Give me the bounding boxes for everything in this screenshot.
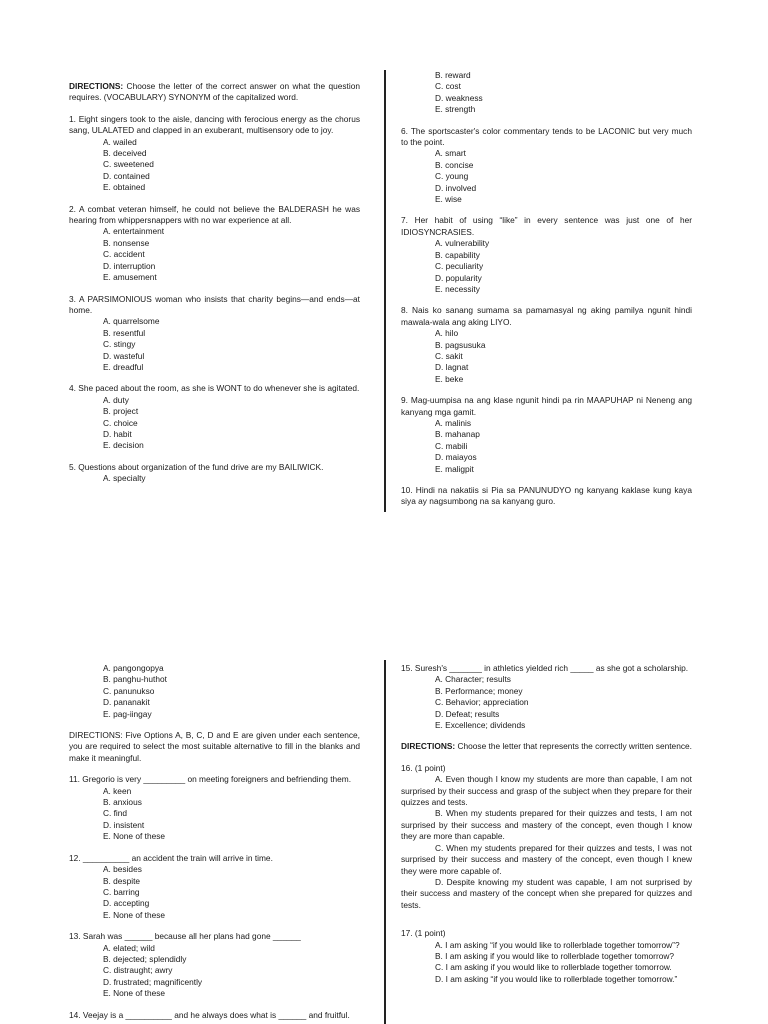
answer-option: D. lagnat	[434, 362, 469, 373]
question	[69, 462, 360, 485]
question-stem: 7. Her habit of using “like” in every sentence was just one of her IDIOSYNCRASIES.	[401, 215, 692, 237]
answer-option: B. resentful	[102, 327, 146, 338]
answer-option: E. None of these	[102, 909, 166, 920]
directions-text: Choose the letter that represents the correctly written sentence.	[455, 741, 692, 752]
directions-label: DIRECTIONS:	[69, 81, 124, 91]
answer-option: D. popularity	[434, 272, 482, 283]
answer-option: E. decision	[102, 440, 144, 451]
answer-option: D. Defeat; results	[434, 708, 500, 719]
answer-option: B. project	[102, 406, 139, 417]
question-list	[69, 114, 360, 485]
answer-option: A. vulnerability	[434, 238, 490, 249]
answer-option: C. accident	[102, 249, 145, 260]
answer-option: D. interruption	[102, 260, 156, 271]
answer-option: A. quarrelsome	[102, 316, 160, 327]
question-stem: 1. Eight singers took to the aisle, dancing with ferocious energy as the chorus sang, ULALATED and clapped in an exuberant, multisensory ode to joy.	[69, 113, 360, 136]
answer-option: C. Behavior; appreciation	[434, 697, 529, 708]
question	[401, 395, 692, 475]
column-divider	[384, 660, 386, 1024]
answer-option: A. Character; results	[434, 674, 511, 685]
question	[69, 114, 360, 194]
answer-option: C. barring	[102, 886, 140, 897]
answer-option: D. wasteful	[102, 350, 145, 361]
question-stem: 8. Nais ko sanang sumama sa pamamasyal ng aking pamilya ngunit hindi mawala-wala ang aking LIYO.	[401, 305, 692, 327]
answer-option: D. involved	[434, 182, 477, 193]
continued-options	[435, 70, 692, 116]
answer-option: A. wailed	[102, 136, 137, 147]
answer-option: E. obtained	[102, 182, 146, 193]
page1-right-column	[401, 70, 692, 512]
directions-label: DIRECTIONS:	[401, 741, 456, 752]
answer-option: D. Despite knowing my student was capable, I am not surprised by their success and mastery of the concept when she prepared for quizzes and tests.	[401, 876, 692, 910]
question-stem: 4. She paced about the room, as she is WONT to do whenever she is agitated.	[69, 383, 360, 394]
answer-option: C. mabili	[434, 440, 468, 451]
answer-options	[103, 473, 360, 484]
answer-options	[103, 316, 360, 373]
answer-option: A. keen	[102, 785, 132, 796]
answer-options	[435, 238, 692, 295]
answer-option: C. young	[434, 171, 469, 182]
question	[69, 1010, 360, 1021]
answer-option: E. Excellence; dividends	[434, 720, 526, 731]
question	[69, 774, 360, 842]
answer-option: C. find	[102, 808, 128, 819]
answer-option: D. accepting	[102, 898, 150, 909]
question-stem: 15. Suresh's _______ in athletics yielded rich _____ as she got a scholarship.	[401, 663, 689, 673]
question-stem: 6. The sportscaster's color commentary tends to be LACONIC but very much to the point.	[401, 125, 692, 148]
page2-right-column	[401, 663, 692, 995]
answer-options	[435, 674, 692, 731]
answer-option: C. panunukso	[102, 685, 155, 696]
page2-left-column	[69, 663, 360, 1024]
answer-options	[103, 137, 360, 194]
answer-option: E. None of these	[102, 988, 166, 999]
question-stem: 10. Hindi na nakatiis si Pia sa PANUNUDYO ng kanyang kaklase kung kaya siya ay nagsumbong na sa kanyang guro.	[401, 485, 692, 507]
answer-option: B. deceived	[102, 148, 147, 159]
answer-option: B. mahanap	[434, 429, 480, 440]
answer-option: B. panghu-huthot	[102, 674, 167, 685]
question	[401, 305, 692, 385]
column-divider	[384, 70, 386, 512]
answer-options	[103, 395, 360, 452]
answer-options	[435, 328, 692, 385]
answer-option: A. smart	[434, 148, 466, 159]
question	[69, 204, 360, 284]
question	[69, 853, 360, 921]
answer-option: C. stingy	[102, 339, 136, 350]
answer-option: E. dreadful	[102, 361, 144, 372]
answer-option: B. dejected; splendidly	[102, 953, 187, 964]
answer-option: A. hilo	[434, 328, 459, 339]
question-list	[401, 126, 692, 508]
question-17	[401, 928, 692, 985]
answer-option: C. sakit	[434, 350, 463, 361]
question-stem: 12. __________ an accident the train will arrive in time.	[69, 852, 273, 863]
answer-options	[103, 786, 360, 843]
answer-option: E. pag-iingay	[102, 708, 152, 719]
answer-option: D. insistent	[102, 819, 145, 830]
answer-option: B. anxious	[102, 797, 142, 808]
question	[69, 931, 360, 999]
answer-options	[103, 864, 360, 921]
page1-left-column	[69, 81, 360, 495]
question-list	[69, 774, 360, 1021]
question-stem: 13. Sarah was ______ because all her plans had gone ______	[69, 931, 301, 942]
answer-options	[103, 943, 360, 1000]
directions	[69, 81, 360, 104]
worksheet-page-2	[0, 512, 768, 1024]
answer-option: A. entertainment	[102, 226, 165, 237]
answer-option: C. cost	[434, 81, 461, 92]
question	[401, 215, 692, 295]
question-stem: 14. Veejay is a __________ and he always does what is ______ and fruitful.	[69, 1009, 350, 1020]
answer-option: E. None of these	[102, 831, 166, 842]
answer-option: A. malinis	[434, 417, 472, 428]
answer-options	[401, 774, 692, 911]
answer-option: D. frustrated; magnificently	[102, 976, 203, 987]
answer-option: B. nonsense	[102, 237, 150, 248]
answer-option: C. distraught; awry	[102, 965, 173, 976]
answer-option: E. wise	[434, 194, 462, 205]
question-title: 16. (1 point)	[401, 762, 446, 773]
answer-option: A. specialty	[102, 473, 146, 484]
directions	[401, 741, 692, 752]
answer-option: E. beke	[434, 373, 464, 384]
answer-option: D. contained	[102, 170, 150, 181]
answer-option: B. capability	[434, 249, 480, 260]
question-15	[401, 663, 692, 731]
answer-option: D. habit	[102, 428, 132, 439]
question-stem: 9. Mag-uumpisa na ang klase ngunit hindi pa rin MAAPUHAP ni Neneng ang kanyang mga gamit.	[401, 395, 692, 417]
answer-option: E. maligpit	[434, 463, 474, 474]
answer-option: C. sweetened	[102, 159, 154, 170]
question	[69, 383, 360, 451]
answer-option: A. I am asking “if you would like to rollerblade together tomorrow”?	[434, 939, 680, 950]
question-title: 17. (1 point)	[401, 928, 446, 939]
question-stem: 2. A combat veteran himself, he could not believe the BALDERASH he was hearing from whippersnappers with no war experience at all.	[69, 203, 360, 226]
question	[401, 485, 692, 508]
answer-option: A. besides	[102, 864, 142, 875]
question	[69, 294, 360, 374]
answer-option: C. peculiarity	[434, 261, 484, 272]
answer-options	[103, 226, 360, 283]
answer-options	[435, 940, 692, 986]
answer-option: E. amusement	[102, 272, 157, 283]
answer-option: A. Even though I know my students are more than capable, I am not surprised by their success and grasp of the subject when they prepare for their quizzes and tests.	[401, 774, 692, 808]
answer-option: A. duty	[102, 394, 129, 405]
answer-option: B. concise	[434, 159, 474, 170]
directions-text: Choose the letter of the correct answer on what the question requires. (VOCABULARY) SYNONYM of the capitalized word.	[69, 81, 360, 103]
question	[401, 126, 692, 206]
answer-option: E. necessity	[434, 283, 480, 294]
answer-option: E. strength	[434, 104, 476, 115]
answer-option: B. despite	[102, 875, 141, 886]
answer-option: B. pagsusuka	[434, 339, 486, 350]
answer-options	[435, 418, 692, 475]
answer-option: C. When my students prepared for their quizzes and tests, I was not surprised by their success and mastery of the concept, even though I knew they were more capable of.	[401, 842, 692, 876]
answer-option: B. Performance; money	[434, 685, 523, 696]
answer-options	[435, 148, 692, 205]
question-16	[401, 763, 692, 911]
answer-option: B. I am asking if you would like to rollerblade together tomorrow?	[434, 950, 675, 961]
directions: DIRECTIONS: Five Options A, B, C, D and E are given under each sentence, you are required to select the most suitable alternative to fill in the blanks and make it meaningful.	[69, 730, 360, 763]
question-stem: 11. Gregorio is very _________ on meeting foreigners and befriending them.	[69, 774, 352, 785]
question-stem: 3. A PARSIMONIOUS woman who insists that charity begins—and ends—at home.	[69, 293, 360, 315]
continued-options	[103, 663, 360, 720]
answer-option: C. choice	[102, 417, 138, 428]
answer-option: B. When my students prepared for their quizzes and tests, I am not surprised by their success and mastery of the concept, even though I know they are more than capable.	[401, 808, 692, 842]
answer-option: D. pananakit	[102, 697, 150, 708]
answer-option: B. reward	[434, 70, 471, 80]
answer-option: C. I am asking if you would like to rollerblade together tomorrow.	[434, 962, 672, 973]
answer-option: D. I am asking “if you would like to rollerblade together tomorrow.”	[434, 973, 678, 984]
answer-option: D. weakness	[434, 92, 483, 103]
question-stem: 5. Questions about organization of the fund drive are my BAILIWICK.	[69, 461, 324, 472]
answer-option: A. pangongopya	[102, 663, 164, 673]
answer-option: D. maiayos	[434, 452, 477, 463]
answer-option: A. elated; wild	[102, 942, 155, 953]
